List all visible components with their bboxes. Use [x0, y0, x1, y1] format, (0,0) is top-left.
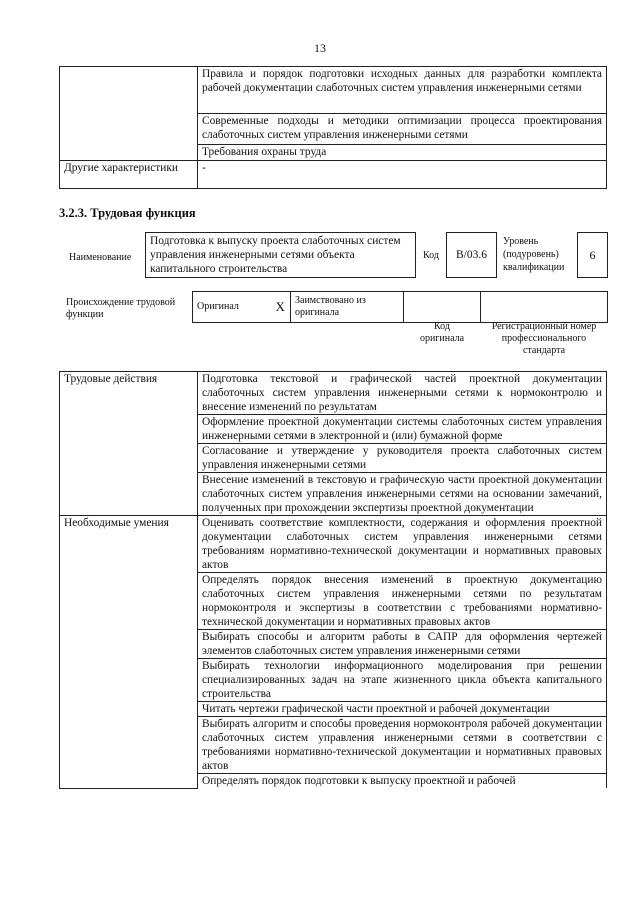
item-text: Внесение изменений в текстовую и графическую части проектной документации слаботочных систем управления инженерными сетями на основании замечаний, полученных при прохождении экспертизы проектной документации: [198, 473, 607, 516]
function-code: B/03.6: [446, 232, 497, 278]
row-text: -: [198, 161, 607, 189]
item-text: Выбирать способы и алгоритм работы в САПР для оформления чертежей элементов слаботочных систем управления инженерными сетями: [198, 630, 607, 659]
item-text: Оформление проектной документации системы слаботочных систем управления инженерными сетями в электронной и (или) бумажной форме: [198, 415, 607, 444]
origin-table: [192, 291, 608, 323]
row-label: Другие характеристики: [60, 161, 198, 189]
table-row: [60, 372, 607, 415]
table-row: [60, 67, 607, 114]
table-row: [60, 161, 607, 189]
row-label: [60, 145, 198, 161]
row-text: Требования охраны труда: [198, 145, 607, 161]
origin-label: [66, 297, 190, 321]
group-label: Необходимые умения: [60, 516, 198, 789]
level-label-text: Уровень (подуровень) квалификации: [503, 236, 565, 273]
reg-number-cell: [481, 292, 608, 323]
origin-label-text: Происхождение трудовой функции: [66, 297, 176, 320]
item-text: Согласование и утверждение у руководителя проекта слаботочных систем управления инженерными сетями: [198, 444, 607, 473]
level-label: [503, 235, 575, 274]
code-original-cell: [404, 292, 481, 323]
code-label: Код: [423, 250, 439, 261]
item-text: Определять порядок подготовки к выпуску проектной и рабочей: [198, 774, 607, 789]
qualification-level: 6: [577, 232, 608, 278]
original-mark: X: [271, 292, 291, 323]
reg-number-caption: Регистрационный номер профессионального стандарта: [491, 321, 597, 356]
table-row: [60, 114, 607, 145]
function-details-table: [59, 371, 607, 789]
item-text: Подготовка текстовой и графической частей проектной документации слаботочных систем управления инженерными сетями к нормоконтролю и внесение изменений по результатам: [198, 372, 607, 415]
item-text: Определять порядок внесения изменений в проектную документацию слаботочных систем управления инженерными сетями по результатам нормоконтроля и экспертизы в соответствии с требованиями нормативно-технической документации и нормативных правовых актов: [198, 573, 607, 630]
group-label: Трудовые действия: [60, 372, 198, 516]
table-row: [60, 145, 607, 161]
row-text: Современные подходы и методики оптимизации процесса проектирования слаботочных систем управления инженерными сетями: [198, 114, 607, 145]
row-label: [60, 67, 198, 114]
code-original-caption: Код оригинала: [419, 321, 465, 344]
borrowed-cell: Заимствовано из оригинала: [291, 292, 404, 323]
item-text: Читать чертежи графической части проектной и рабочей документации: [198, 702, 607, 717]
row-text: Правила и порядок подготовки исходных данных для разработки комплекта рабочей документации слаботочных систем управления инженерными сетями: [198, 67, 607, 114]
table-row: [60, 516, 607, 573]
table-row: [193, 292, 608, 323]
page-number: 13: [314, 41, 326, 55]
section-heading: 3.2.3. Трудовая функция: [59, 206, 196, 220]
item-text: Оценивать соответствие комплектности, содержания и оформления проектной документации слаботочных систем управления инженерными сетями требованиям нормативно-технической документации и нормативных правовых актов: [198, 516, 607, 573]
function-name: Подготовка к выпуску проекта слаботочных систем управления инженерными сетями объекта капитального строительства: [145, 232, 416, 278]
item-text: Выбирать алгоритм и способы проведения нормоконтроля рабочей документации слаботочных систем управления инженерными сетями в соответствии с требованиями нормативно-технической документации и нормативных правовых актов: [198, 717, 607, 774]
original-cell: Оригинал: [193, 292, 271, 323]
top-continuation-table: [59, 66, 607, 189]
row-label: [60, 114, 198, 145]
item-text: Выбирать технологии информационного моделирования при решении специализированных задач на этапе жизненного цикла объекта капитального строительства: [198, 659, 607, 702]
name-label: Наименование: [69, 252, 132, 263]
